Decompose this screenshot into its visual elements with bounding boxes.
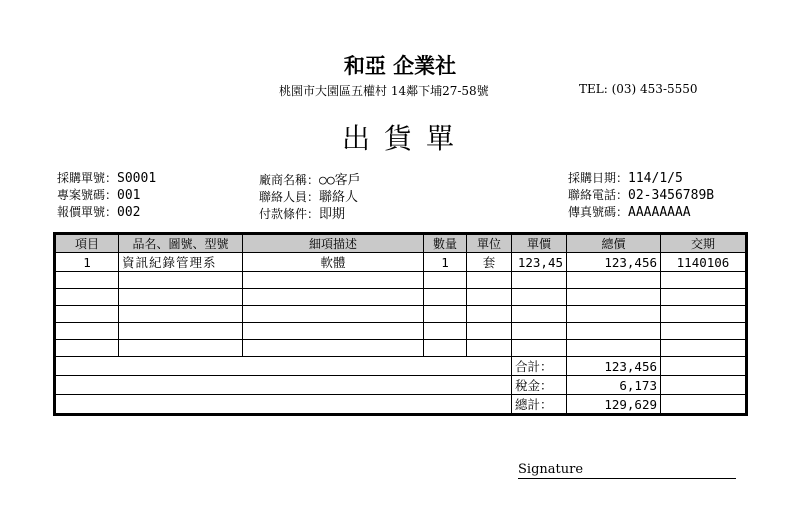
company-name: 和亞 企業社 (343, 54, 457, 78)
company-tel: TEL: (03) 453-5550 (579, 82, 698, 96)
grand-total-row (56, 395, 746, 414)
project-number-value: 001 (117, 188, 141, 203)
fax-number (568, 203, 691, 220)
quote-number (57, 203, 141, 220)
cell-item: 1 (56, 253, 119, 272)
document-title: 出貨單 (341, 122, 468, 155)
fax-number-value: AAAAAAAA (628, 205, 691, 220)
table-header-row (56, 235, 746, 253)
items-table (55, 234, 746, 414)
payment-terms-value: 即期 (319, 207, 346, 222)
contact-phone (568, 186, 714, 203)
table-row (56, 253, 746, 272)
col-header-total-price: 總價 (567, 235, 661, 253)
grand-total-value: 129,629 (567, 395, 661, 414)
col-header-description: 細項描述 (243, 235, 424, 253)
payment-terms (259, 203, 345, 222)
cell-total-price: 123,456 (567, 253, 661, 272)
table-row-empty (56, 306, 746, 323)
col-header-unit: 單位 (467, 235, 512, 253)
project-number (57, 186, 141, 203)
table-row-empty (56, 340, 746, 357)
table-row-empty (56, 272, 746, 289)
col-header-item: 項目 (56, 235, 119, 253)
vendor-name-value: ○○客戶 (319, 173, 361, 188)
tax-row (56, 376, 746, 395)
grand-total-label: 總計： (512, 395, 567, 414)
signature-label: Signature (518, 462, 584, 477)
cell-unit-price: 123,45 (512, 253, 567, 272)
col-header-product: 品名、圖號、型號 (119, 235, 243, 253)
cell-delivery: 1140106 (661, 253, 746, 272)
cell-unit: 套 (467, 253, 512, 272)
po-date-value: 114/1/5 (628, 171, 683, 186)
project-number-label: 專案號碼： (57, 188, 118, 202)
fax-number-label: 傳真號碼： (568, 205, 629, 219)
vendor-name-label: 廠商名稱： (259, 173, 320, 187)
subtotal-value: 123,456 (567, 357, 661, 376)
col-header-unit-price: 單價 (512, 235, 567, 253)
col-header-delivery: 交期 (661, 235, 746, 253)
po-number-value: S0001 (117, 171, 157, 186)
contact-person-value: 聯絡人 (319, 190, 359, 205)
cell-description: 軟體 (243, 253, 424, 272)
signature-line (518, 462, 736, 479)
tax-label: 稅金： (512, 376, 567, 395)
table-row-empty (56, 289, 746, 306)
contact-phone-label: 聯絡電話： (568, 188, 629, 202)
contact-phone-value: 02-3456789B (628, 188, 715, 203)
cell-quantity: 1 (424, 253, 467, 272)
po-date-label: 採購日期： (568, 171, 629, 185)
quote-number-label: 報價單號： (57, 205, 118, 219)
subtotal-row (56, 357, 746, 376)
quote-number-value: 002 (117, 205, 141, 220)
contact-person-label: 聯絡人員： (259, 190, 320, 204)
tax-value: 6,173 (567, 376, 661, 395)
po-date (568, 169, 683, 186)
po-number (57, 169, 156, 186)
col-header-quantity: 數量 (424, 235, 467, 253)
po-number-label: 採購單號： (57, 171, 118, 185)
subtotal-label: 合計： (512, 357, 567, 376)
table-row-empty (56, 323, 746, 340)
company-address: 桃園市大園區五權村 14鄰下埔27-58號 (279, 84, 489, 98)
payment-terms-label: 付款條件： (259, 207, 320, 221)
cell-product: 資訊紀錄管理系 (119, 253, 243, 272)
